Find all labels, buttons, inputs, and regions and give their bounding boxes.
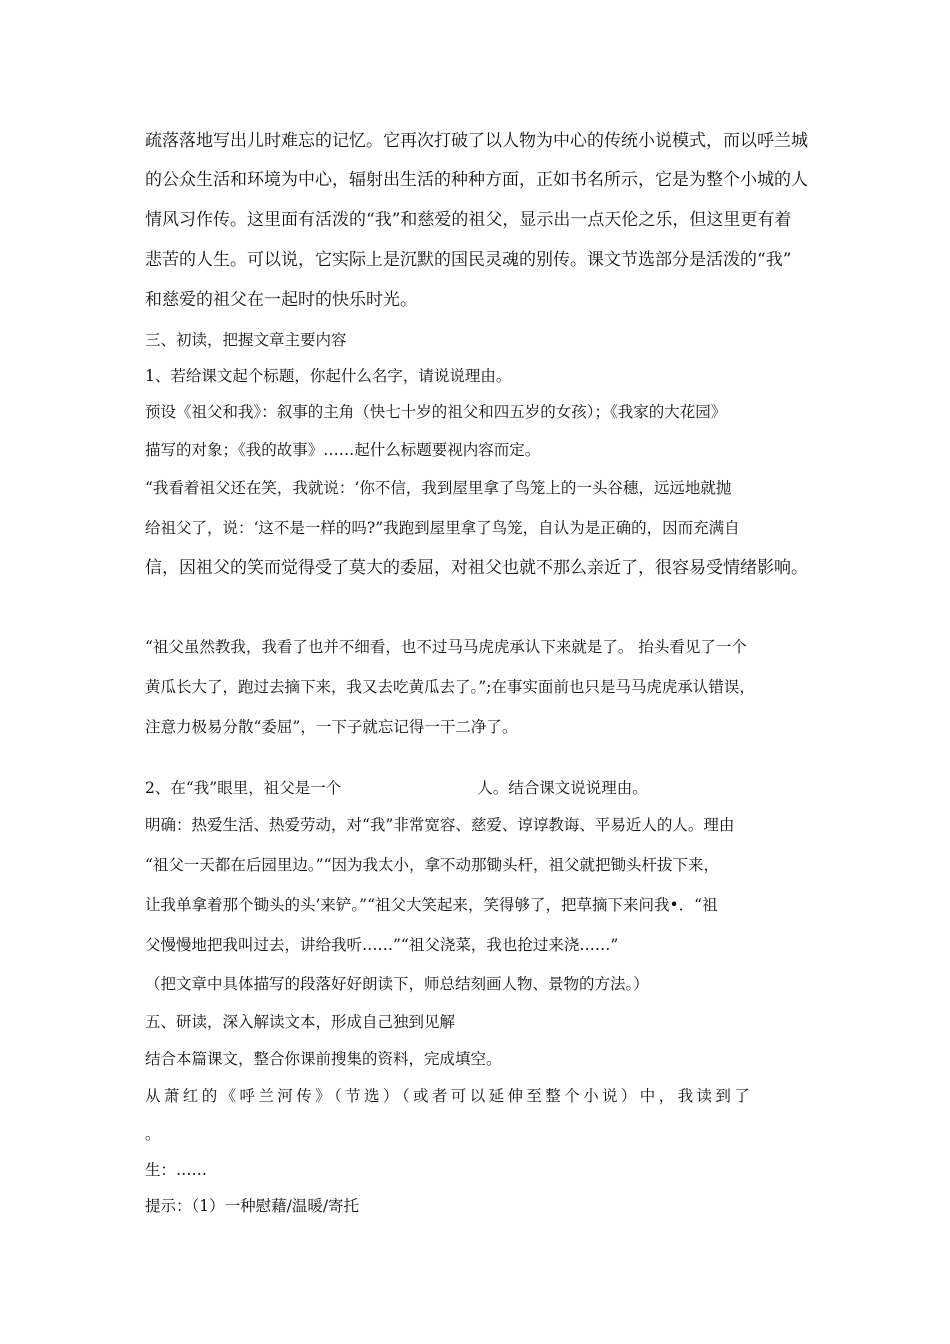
- question-text: 2、在“我”眼里，祖父是一个: [145, 779, 342, 797]
- text-line: 悲苦的人生。可以说，它实际上是沉默的国民灵魂的别传。课文节选部分是活泼的“我”: [145, 250, 792, 270]
- text-line: 提示：（1）一种慰藉/温暖/寄托: [145, 1197, 360, 1215]
- section-heading: 五、研读，深入解读文本，形成自己独到见解: [145, 1013, 456, 1031]
- question-line: [145, 778, 648, 798]
- quote-line: “祖父虽然教我，我看了也并不细看，也不过马马虎虎承认下来就是了。 抬头看见了一个: [145, 638, 747, 656]
- quote-line: 信，因祖父的笑而觉得受了莫大的委屈，对祖父也就不那么亲近了，很容易受情绪影响。: [145, 558, 808, 578]
- question-line: 1、若给课文起个标题，你起什么名字，请说说理由。: [145, 367, 512, 385]
- text-line: （把文章中具体描写的段落好好朗读下，师总结刻画人物、景物的方法。）: [145, 975, 649, 993]
- text-line: 结合本篇课文，整合你课前搜集的资料，完成填空。: [145, 1050, 502, 1068]
- section-heading: 三、初读，把握文章主要内容: [145, 331, 347, 349]
- quote-line: 给祖父了，说：‘这不是一样的吗?”我跑到屋里拿了鸟笼，自认为是正确的，因而充满自: [145, 519, 740, 537]
- text-line: 明确：热爱生活、热爱劳动，对“我”非常宽容、慈爱、谆谆教诲、平易近人的人。理由: [145, 816, 735, 834]
- text-line: 从萧红的《呼兰河传》（节选）（或者可以延伸至整个小说）中，我读到了: [145, 1087, 754, 1105]
- quote-line: 黄瓜长大了，跑过去摘下来，我又去吃黄瓜去了。”;在事实面前也只是马马虎虎承认错误，: [145, 678, 755, 696]
- text-line: 和慈爱的祖父在一起时的快乐时光。: [145, 290, 417, 310]
- quote-line: “祖父一天都在后园里边。”“因为我太小，拿不动那锄头杆，祖父就把锄头杆拔下来，: [145, 856, 720, 874]
- quote-line: 让我单拿着那个锄头的头’来铲。”“祖父大笑起来，笑得够了，把草摘下来问我•．“祖: [145, 896, 718, 914]
- quote-line: 父慢慢地把我叫过去，讲给我听……”“祖父浇菜，我也抢过来浇……”: [145, 936, 619, 954]
- quote-line: “我看着祖父还在笑，我就说：‘你不信，我到屋里拿了鸟笼上的一头谷穗，远远地就抛: [145, 479, 732, 497]
- text-line: 描写的对象；《我的故事》……起什么标题要视内容而定。: [145, 441, 541, 459]
- text-line: 。: [145, 1125, 161, 1143]
- text-line: 生：……: [145, 1161, 208, 1179]
- quote-line: 注意力极易分散“委屈”，一下子就忘记得一干二净了。: [145, 718, 518, 736]
- text-line: 预设《祖父和我》：叙事的主角（快七十岁的祖父和四五岁的女孩）；《我家的大花园》: [145, 403, 727, 421]
- text-line: 疏落落地写出儿时难忘的记忆。它再次打破了以人物为中心的传统小说模式，而以呼兰城: [145, 131, 808, 151]
- text-line: 情风习作传。这里面有活泼的“我”和慈爱的祖父，显示出一点天伦之乐，但这里更有着: [145, 210, 792, 230]
- question-text: 人。结合课文说说理由。: [477, 779, 648, 797]
- text-line: 的公众生活和环境为中心，辐射出生活的种种方面，正如书名所示，它是为整个小城的人: [145, 170, 808, 190]
